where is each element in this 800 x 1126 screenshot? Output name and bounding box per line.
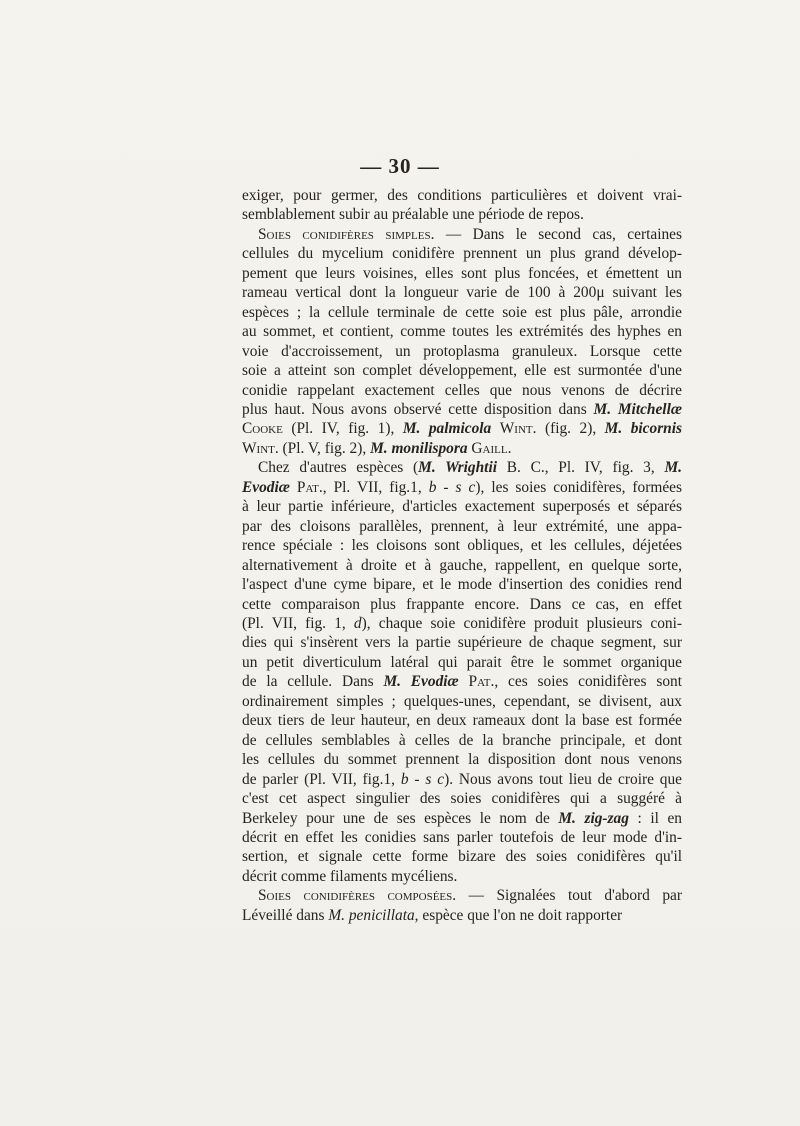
text-run: de la cellule. Dans: [242, 673, 384, 691]
text-run: espèces ; la cellule terminale de cette soie est plus pâle, arrondie: [242, 303, 682, 321]
text-line: [242, 283, 682, 302]
italic-text: M.: [664, 459, 682, 477]
text-run: soie a atteint son complet développement, elle est surmontée d'une: [242, 362, 682, 380]
text-run: deux tiers de leur hauteur, en deux rameaux dont la base est formée: [242, 712, 682, 730]
text-run: ), chaque soie conidifère produit plusieurs coni-: [361, 614, 682, 632]
text-line: [242, 633, 682, 652]
text-line: [242, 653, 682, 672]
text-run: — Dans le second cas, certaines: [434, 225, 682, 243]
text-line: [242, 731, 682, 750]
text-run: par des cloisons parallèles, prennent, à leur extrémité, une appa-: [242, 517, 682, 535]
text-run: cellules du mycelium conidifère prennent un plus grand dévelop-: [242, 245, 682, 263]
text-run: rameau vertical dont la longueur varie de 100 à 200μ suivant les: [242, 284, 682, 302]
text-run: semblablement subir au préalable une période de repos.: [242, 206, 584, 224]
text-line: [242, 847, 682, 866]
text-line: [242, 517, 682, 536]
text-line: [242, 497, 682, 516]
text-run: dies qui s'insèrent vers la partie supérieure de chaque segment, sur: [242, 634, 682, 652]
text-line: [242, 478, 682, 497]
italic-text: M. Wrightii: [418, 459, 498, 477]
text-run: [459, 673, 469, 690]
text-run: (Pl. V, fig. 2),: [278, 439, 371, 457]
text-line: [242, 400, 682, 419]
text-run: de cellules semblables à celles de la branche principale, et dont: [242, 731, 682, 749]
text-run: Léveillé dans: [242, 906, 329, 924]
small-caps-text: Soies conidifères simples.: [258, 225, 435, 243]
text-line: [242, 575, 682, 594]
text-run: un petit diverticulum latéral qui parait être le sommet organique: [242, 653, 682, 671]
text-run: — Signalées tout d'abord par: [456, 887, 683, 905]
text-run: [491, 420, 500, 437]
text-line: [242, 789, 682, 808]
text-line: [242, 205, 682, 224]
text-line: [242, 419, 682, 438]
text-run: au sommet, et contient, comme toutes les extrémités des hyphes en: [242, 323, 682, 341]
text-run: décrit comme filaments mycéliens.: [242, 867, 458, 885]
text-run: (Pl. IV, fig. 1),: [282, 420, 403, 438]
text-line: [242, 322, 682, 341]
italic-text: M. monilispora: [370, 439, 468, 457]
text-line: [242, 906, 682, 925]
small-caps-text: Wint.: [499, 420, 537, 438]
text-run: ordinairement simples ; quelques-unes, cependant, se divisent, aux: [242, 692, 682, 710]
text-line: [242, 186, 682, 205]
text-line: [242, 225, 682, 244]
text-line: [242, 381, 682, 400]
italic-text: M. zig-zag: [558, 809, 629, 827]
text-run: B. C., Pl. IV, fig. 3,: [497, 459, 665, 477]
text-run: : il en: [628, 809, 682, 827]
text-line: [242, 303, 682, 322]
text-run: exiger, pour germer, des conditions particulières et doivent vrai-: [242, 187, 682, 204]
text-line: [242, 556, 682, 575]
italic-text: b - s c: [428, 478, 476, 496]
text-run: , Pl. VII, fig.1,: [322, 478, 429, 496]
text-line: [242, 692, 682, 711]
small-caps-text: Soies conidifères composées.: [258, 887, 457, 905]
italic-text: M. palmicola: [402, 420, 492, 438]
text-line: [242, 342, 682, 361]
text-run: ), les soies conidifères, formées: [475, 478, 682, 496]
text-run: alternativement à droite et à gauche, rappellent, en quelque sorte,: [242, 556, 682, 574]
text-line: [242, 711, 682, 730]
text-line: [242, 244, 682, 263]
text-run: sertion, et signale cette forme bizare des soies conidifères qu'il: [242, 848, 682, 866]
italic-text: M. Mitchellæ: [593, 400, 682, 418]
text-line: [242, 439, 682, 458]
text-run: Berkeley pour une de ses espèces le nom de: [242, 809, 559, 827]
text-line: [242, 614, 682, 633]
text-run: , espèce que l'on ne doit rapporter: [414, 906, 623, 924]
text-run: [290, 479, 297, 496]
italic-text: M. penicillata: [328, 906, 415, 924]
text-line: [242, 886, 682, 905]
text-run: l'aspect d'une cyme bipare, et le mode d'insertion des conidies rend: [242, 576, 682, 594]
text-line: [242, 750, 682, 769]
italic-text: Evodiæ: [242, 478, 290, 496]
text-run: à leur partie inférieure, d'articles exactement superposés et séparés: [242, 498, 682, 516]
text-run: de parler (Pl. VII, fig.1,: [242, 770, 401, 788]
text-run: ). Nous avons tout lieu de croire que: [444, 770, 683, 788]
text-line: [242, 809, 682, 828]
italic-text: d: [353, 614, 362, 632]
text-line: [242, 595, 682, 614]
text-run: les cellules du sommet prennent la disposition dont nous venons: [242, 751, 682, 769]
text-run: (Pl. VII, fig. 1,: [242, 614, 354, 632]
small-caps-text: Wint.: [242, 439, 279, 457]
text-run: cette comparaison plus frappante encore. Dans ce cas, en effet: [242, 595, 682, 613]
small-caps-text: Pat.: [468, 673, 495, 691]
body-text: [242, 186, 682, 925]
italic-text: M. bicornis: [604, 420, 683, 438]
text-line: [242, 361, 682, 380]
text-run: décrit en effet les conidies sans parler toutefois de leur mode d'in-: [242, 828, 682, 846]
text-line: [242, 867, 682, 886]
text-run: , ces soies conidifères sont: [494, 673, 682, 691]
small-caps-text: Pat.: [296, 478, 323, 496]
small-caps-text: Gaill.: [471, 439, 512, 457]
page-number: — 30 —: [360, 154, 440, 178]
text-run: voie d'accroissement, un protoplasma granuleux. Lorsque cette: [242, 342, 682, 360]
text-run: c'est cet aspect singulier des soies conidifères qui a suggéré à: [242, 790, 682, 808]
text-line: [242, 828, 682, 847]
text-line: [242, 458, 682, 477]
small-caps-text: Cooke: [242, 420, 283, 438]
italic-text: b - s c: [400, 770, 445, 788]
text-line: [242, 770, 682, 789]
text-run: rence spéciale : les cloisons sont obliques, et les cellules, déjetées: [242, 537, 682, 555]
text-run: conidie rappelant exactement celles que nous venons de décrire: [242, 381, 682, 399]
text-run: Chez d'autres espèces (: [258, 459, 419, 477]
text-line: [242, 672, 682, 691]
text-line: [242, 264, 682, 283]
italic-text: M. Evodiæ: [383, 673, 459, 691]
text-run: plus haut. Nous avons observé cette disposition dans: [242, 400, 594, 418]
text-run: pement que leurs voisines, elles sont plus foncées, et émettent un: [242, 264, 682, 282]
text-line: [242, 536, 682, 555]
text-run: (fig. 2),: [536, 420, 605, 438]
